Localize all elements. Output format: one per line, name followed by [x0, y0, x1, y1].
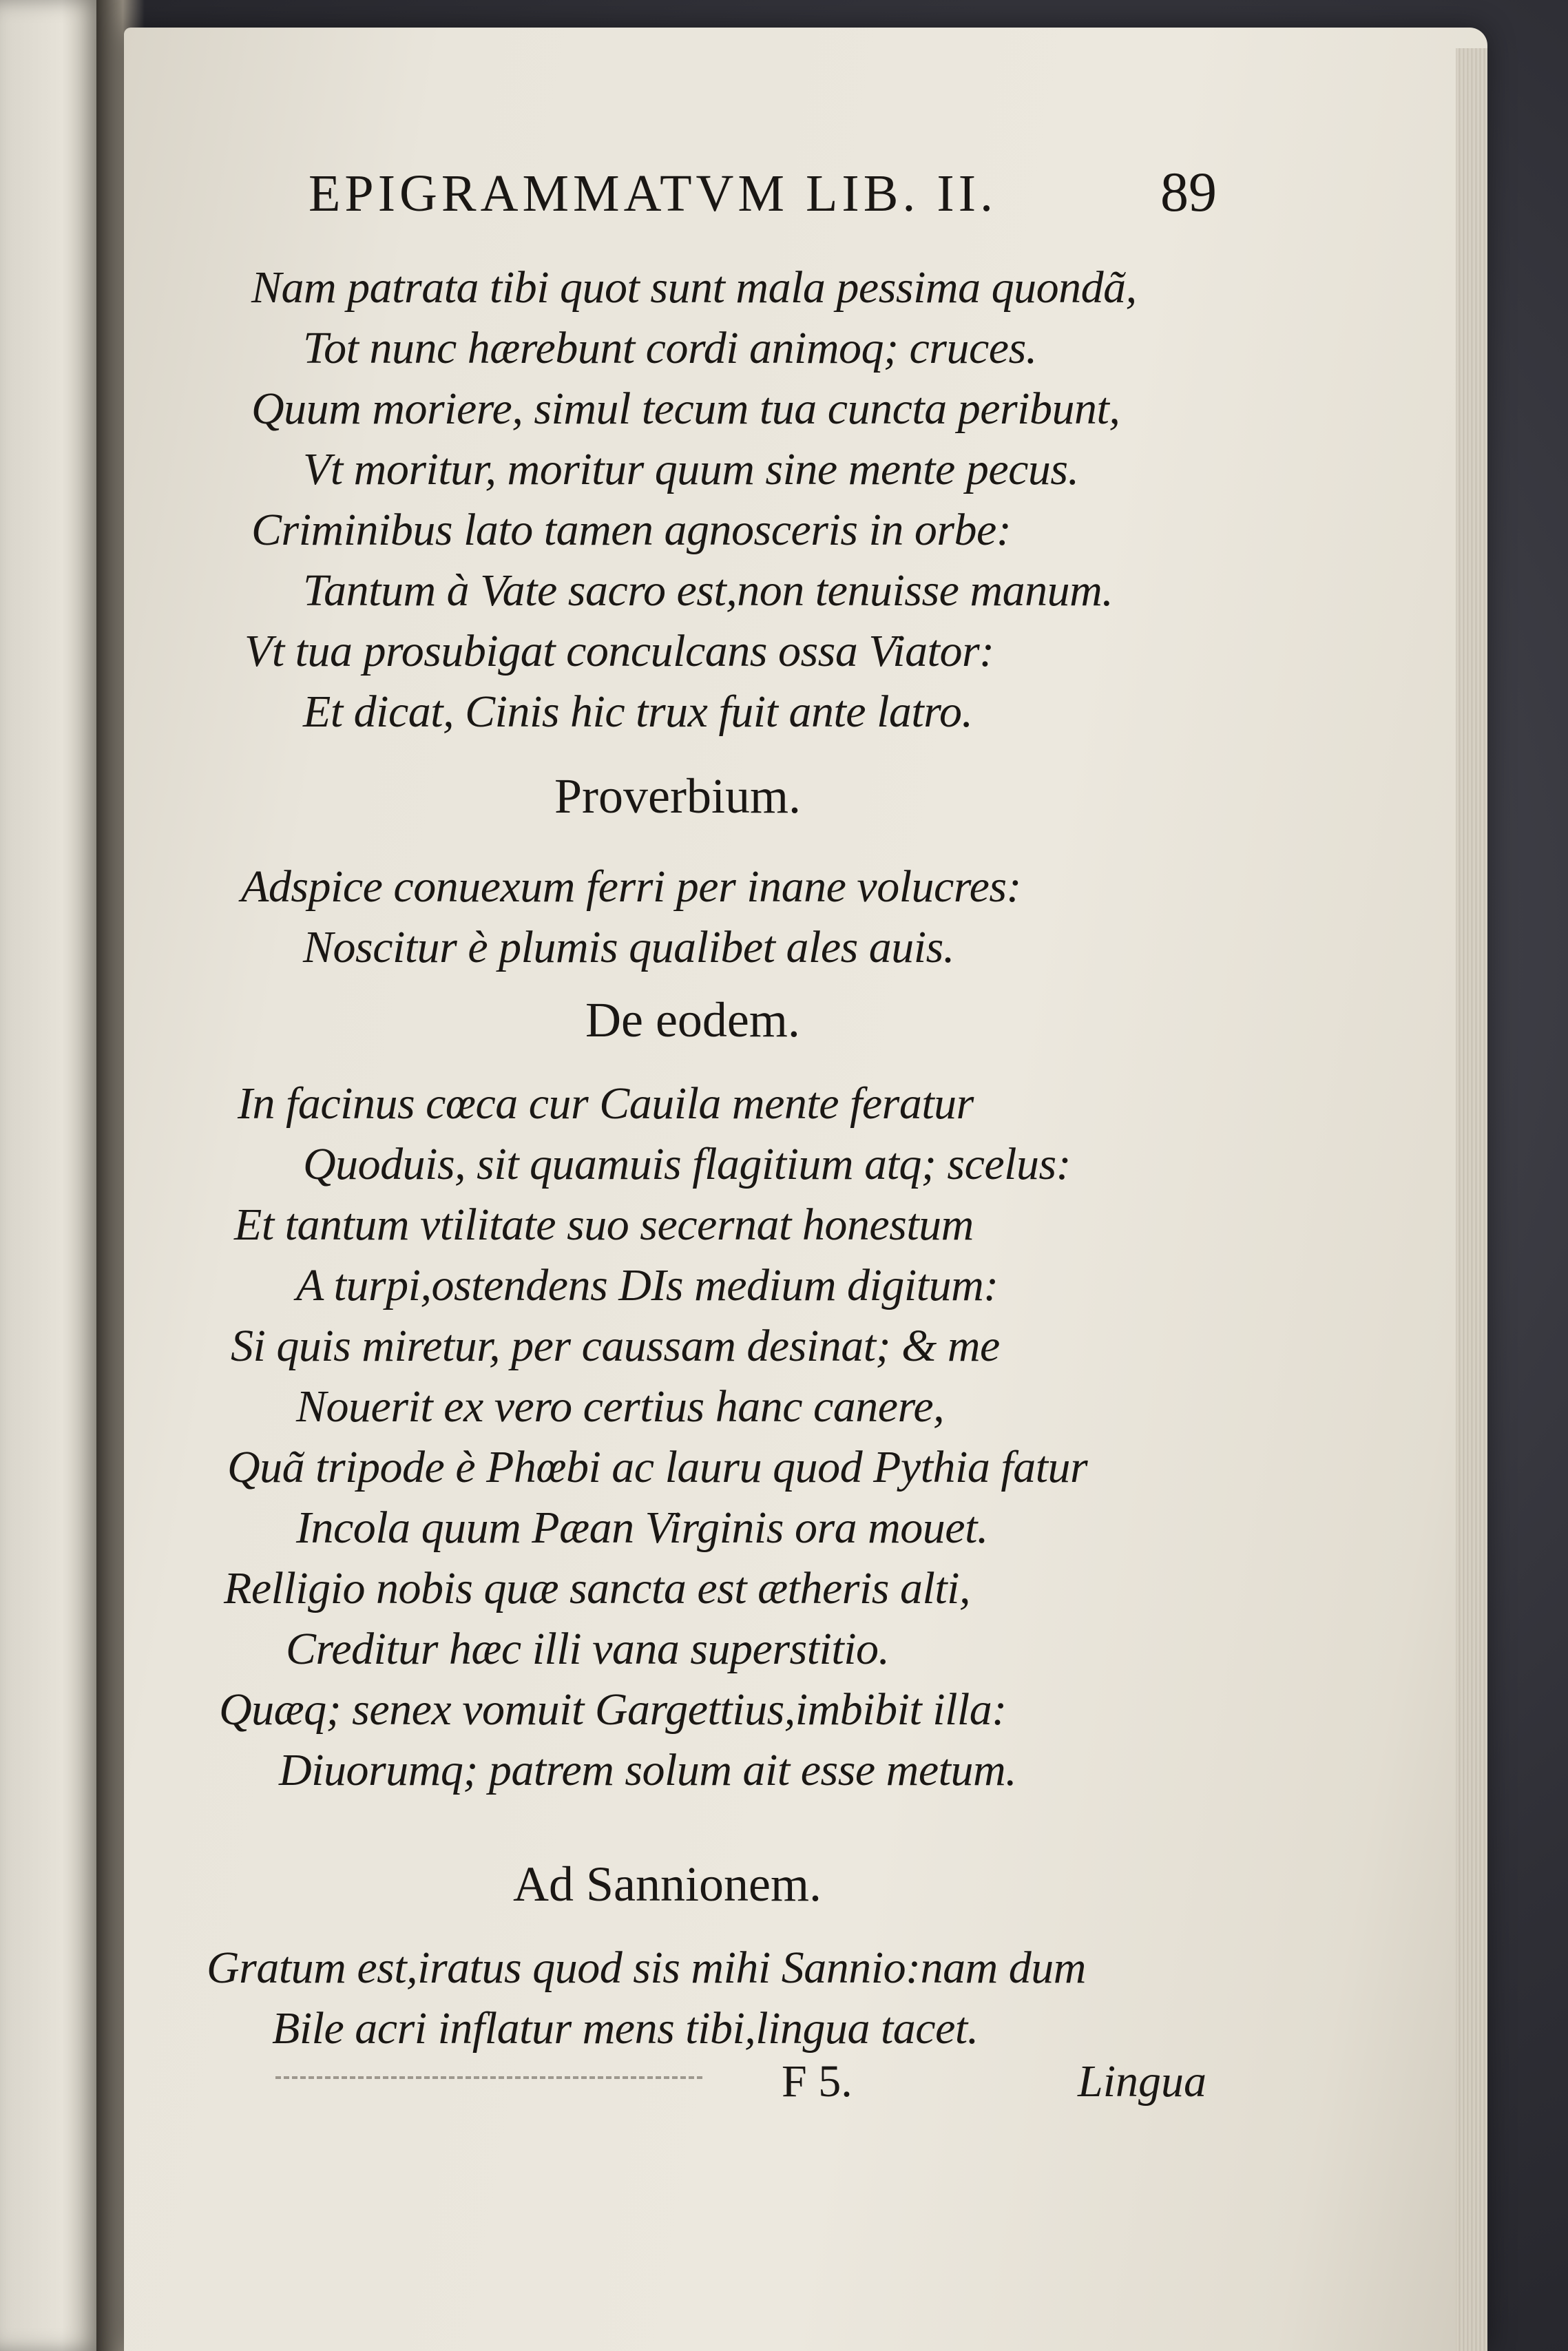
signature-mark: F 5.	[782, 2056, 853, 2107]
verse-line: Diuorumq; patrem solum ait esse metum.	[279, 1745, 1017, 1795]
verse-line: Criminibus lato tamen agnosceris in orbe:	[251, 505, 1012, 555]
verse-line: Quum moriere, simul tecum tua cuncta peribunt,	[251, 384, 1120, 434]
verse-line: Quæq; senex vomuit Gargettius,imbibit illa:	[219, 1684, 1007, 1735]
verse-line: Vt moritur, moritur quum sine mente pecus.	[303, 444, 1079, 494]
verse-line: Creditur hæc illi vana superstitio.	[286, 1624, 890, 1674]
verse-line: Quã tripode è Phœbi ac lauru quod Pythia fatur	[227, 1442, 1088, 1492]
verse-line: Bile acri inflatur mens tibi,lingua tacet.	[272, 2003, 979, 2054]
verse-line: Et tantum vtilitate suo secernat honestum	[234, 1200, 974, 1250]
verse-line: Nouerit ex vero certius hanc canere,	[296, 1381, 945, 1432]
catchword: Lingua	[1078, 2056, 1207, 2107]
footer-rule	[275, 2076, 702, 2079]
running-head: EPIGRAMMATVM LIB. II.	[309, 165, 997, 222]
verse-line: Noscitur è plumis qualibet ales auis.	[303, 922, 954, 972]
verse-line: Si quis miretur, per caussam desinat; & me	[231, 1321, 1000, 1371]
section-heading-proverbium: Proverbium.	[554, 769, 801, 824]
page-edge	[1456, 48, 1487, 2351]
verse-line: Tantum à Vate sacro est,non tenuisse manum.	[303, 565, 1114, 616]
left-facing-page	[0, 0, 103, 2351]
verse-line: Vt tua prosubigat conculcans ossa Viator:	[244, 626, 994, 676]
section-heading-de-eodem: De eodem.	[585, 992, 800, 1047]
verse-line: Gratum est,iratus quod sis mihi Sannio:nam dum	[207, 1943, 1086, 1993]
verse-line: In facinus cœca cur Cauila mente feratur	[238, 1078, 974, 1129]
verse-line: Nam patrata tibi quot sunt mala pessima quondã,	[251, 262, 1137, 313]
verse-line: Tot nunc hærebunt cordi animoq; cruces.	[303, 323, 1037, 373]
verse-line: Adspice conuexum ferri per inane volucres:	[241, 861, 1022, 912]
verse-line: Et dicat, Cinis hic trux fuit ante latro.	[303, 687, 973, 737]
section-heading-ad-sannionem: Ad Sannionem.	[513, 1857, 822, 1912]
verse-line: A turpi,ostendens DIs medium digitum:	[296, 1260, 999, 1310]
verse-line: Quoduis, sit quamuis flagitium atq; scelus:	[303, 1139, 1072, 1189]
verse-line: Incola quum Pæan Virginis ora mouet.	[296, 1503, 988, 1553]
verse-line: Relligio nobis quæ sancta est ætheris alti,	[224, 1563, 970, 1613]
page-number: 89	[1160, 160, 1217, 223]
